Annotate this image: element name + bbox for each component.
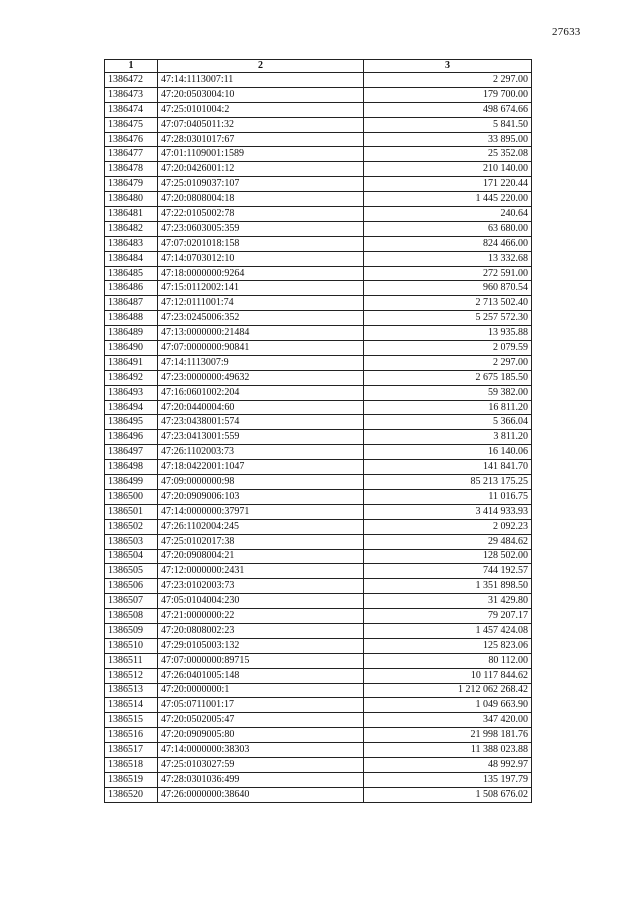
table-row [105,564,532,579]
value-cell: 347 420.00 [364,713,532,728]
cadastral-number-cell: 47:29:0105003:132 [158,638,364,653]
cadastral-number-cell: 47:28:0301036:499 [158,772,364,787]
cadastral-number-cell: 47:20:0503004:10 [158,87,364,102]
value-cell: 5 366.04 [364,415,532,430]
row-number-cell: 1386487 [105,296,158,311]
cadastral-number-cell: 47:09:0000000:98 [158,475,364,490]
table-row [105,653,532,668]
cadastral-number-cell: 47:18:0000000:9264 [158,266,364,281]
row-number-cell: 1386517 [105,743,158,758]
cadastral-number-cell: 47:07:0000000:90841 [158,341,364,356]
row-number-cell: 1386516 [105,728,158,743]
row-number-cell: 1386505 [105,564,158,579]
column-header-2: 2 [158,60,364,73]
table-row [105,281,532,296]
row-number-cell: 1386488 [105,311,158,326]
value-cell: 16 140.06 [364,445,532,460]
value-cell: 1 457 424.08 [364,623,532,638]
row-number-cell: 1386506 [105,579,158,594]
row-number-cell: 1386511 [105,653,158,668]
value-cell: 10 117 844.62 [364,668,532,683]
row-number-cell: 1386518 [105,757,158,772]
table-row [105,668,532,683]
value-cell: 171 220.44 [364,177,532,192]
table-row [105,772,532,787]
row-number-cell: 1386478 [105,162,158,177]
value-cell: 1 049 663.90 [364,698,532,713]
table-row [105,757,532,772]
table-row [105,489,532,504]
cadastral-number-cell: 47:01:1109001:1589 [158,147,364,162]
column-header-3: 3 [364,60,532,73]
table-row [105,355,532,370]
cadastral-number-cell: 47:25:0109037:107 [158,177,364,192]
cadastral-number-cell: 47:23:0603005:359 [158,221,364,236]
cadastral-number-cell: 47:13:0000000:21484 [158,326,364,341]
table-row [105,579,532,594]
table-row [105,549,532,564]
table-row [105,594,532,609]
cadastral-number-cell: 47:14:0000000:38303 [158,743,364,758]
row-number-cell: 1386476 [105,132,158,147]
table-row [105,236,532,251]
value-cell: 48 992.97 [364,757,532,772]
table-row [105,787,532,802]
table-row [105,117,532,132]
value-cell: 3 414 933.93 [364,504,532,519]
value-cell: 5 257 572.30 [364,311,532,326]
row-number-cell: 1386483 [105,236,158,251]
value-cell: 63 680.00 [364,221,532,236]
cadastral-number-cell: 47:20:0426001:12 [158,162,364,177]
table-row [105,638,532,653]
table-row [105,504,532,519]
value-cell: 2 092.23 [364,519,532,534]
value-cell: 13 332.68 [364,251,532,266]
table-row [105,609,532,624]
row-number-cell: 1386497 [105,445,158,460]
cadastral-number-cell: 47:12:0000000:2431 [158,564,364,579]
row-number-cell: 1386496 [105,430,158,445]
table-row [105,430,532,445]
cadastral-number-cell: 47:23:0000000:49632 [158,370,364,385]
row-number-cell: 1386485 [105,266,158,281]
row-number-cell: 1386498 [105,460,158,475]
table-row [105,445,532,460]
value-cell: 128 502.00 [364,549,532,564]
cadastral-number-cell: 47:20:0502005:47 [158,713,364,728]
cadastral-number-cell: 47:23:0102003:73 [158,579,364,594]
cadastral-number-cell: 47:20:0440004:60 [158,400,364,415]
cadastral-number-cell: 47:14:0703012:10 [158,251,364,266]
cadastral-number-cell: 47:28:0301017:67 [158,132,364,147]
value-cell: 21 998 181.76 [364,728,532,743]
value-cell: 2 297.00 [364,355,532,370]
table-row [105,370,532,385]
cadastral-number-cell: 47:26:0000000:38640 [158,787,364,802]
row-number-cell: 1386475 [105,117,158,132]
value-cell: 13 935.88 [364,326,532,341]
table-row [105,221,532,236]
row-number-cell: 1386501 [105,504,158,519]
row-number-cell: 1386519 [105,772,158,787]
value-cell: 59 382.00 [364,385,532,400]
cadastral-number-cell: 47:05:0711001:17 [158,698,364,713]
row-number-cell: 1386510 [105,638,158,653]
cadastral-number-cell: 47:23:0438001:574 [158,415,364,430]
cadastral-number-cell: 47:14:0000000:37971 [158,504,364,519]
table-row [105,207,532,222]
table-row [105,683,532,698]
table-row [105,623,532,638]
cadastral-number-cell: 47:12:0111001:74 [158,296,364,311]
value-cell: 16 811.20 [364,400,532,415]
row-number-cell: 1386515 [105,713,158,728]
row-number-cell: 1386484 [105,251,158,266]
table-row [105,73,532,88]
cadastral-number-cell: 47:14:1113007:11 [158,73,364,88]
value-cell: 744 192.57 [364,564,532,579]
cadastral-number-cell: 47:20:0909005:80 [158,728,364,743]
value-cell: 498 674.66 [364,102,532,117]
value-cell: 29 484.62 [364,534,532,549]
value-cell: 179 700.00 [364,87,532,102]
row-number-cell: 1386492 [105,370,158,385]
row-number-cell: 1386520 [105,787,158,802]
value-cell: 11 388 023.88 [364,743,532,758]
cadastral-number-cell: 47:20:0909006:103 [158,489,364,504]
value-cell: 1 508 676.02 [364,787,532,802]
row-number-cell: 1386480 [105,192,158,207]
row-number-cell: 1386479 [105,177,158,192]
value-cell: 33 895.00 [364,132,532,147]
row-number-cell: 1386494 [105,400,158,415]
value-cell: 1 351 898.50 [364,579,532,594]
row-number-cell: 1386499 [105,475,158,490]
cadastral-number-cell: 47:07:0201018:158 [158,236,364,251]
row-number-cell: 1386473 [105,87,158,102]
row-number-cell: 1386514 [105,698,158,713]
row-number-cell: 1386502 [105,519,158,534]
value-cell: 3 811.20 [364,430,532,445]
table-row [105,415,532,430]
table-row [105,177,532,192]
table-row [105,400,532,415]
table-row [105,87,532,102]
cadastral-number-cell: 47:25:0102017:38 [158,534,364,549]
value-cell: 272 591.00 [364,266,532,281]
value-cell: 31 429.80 [364,594,532,609]
table-row [105,102,532,117]
table-row [105,743,532,758]
row-number-cell: 1386472 [105,73,158,88]
value-cell: 141 841.70 [364,460,532,475]
row-number-cell: 1386489 [105,326,158,341]
row-number-cell: 1386504 [105,549,158,564]
column-header-1: 1 [105,60,158,73]
register-table [104,59,532,803]
table-row [105,311,532,326]
table-row [105,326,532,341]
cadastral-number-cell: 47:20:0000000:1 [158,683,364,698]
value-cell: 1 445 220.00 [364,192,532,207]
row-number-cell: 1386490 [105,341,158,356]
cadastral-number-cell: 47:20:0808002:23 [158,623,364,638]
value-cell: 5 841.50 [364,117,532,132]
cadastral-number-cell: 47:23:0245006:352 [158,311,364,326]
cadastral-number-cell: 47:25:0101004:2 [158,102,364,117]
value-cell: 210 140.00 [364,162,532,177]
value-cell: 960 870.54 [364,281,532,296]
cadastral-number-cell: 47:26:0401005:148 [158,668,364,683]
value-cell: 79 207.17 [364,609,532,624]
cadastral-number-cell: 47:05:0104004:230 [158,594,364,609]
table-row [105,460,532,475]
row-number-cell: 1386508 [105,609,158,624]
row-number-cell: 1386509 [105,623,158,638]
table-row [105,192,532,207]
table-row [105,534,532,549]
row-number-cell: 1386474 [105,102,158,117]
table-row [105,728,532,743]
row-number-cell: 1386503 [105,534,158,549]
value-cell: 135 197.79 [364,772,532,787]
page-number: 27633 [552,26,581,38]
cadastral-number-cell: 47:23:0413001:559 [158,430,364,445]
table-row [105,713,532,728]
cadastral-number-cell: 47:26:1102003:73 [158,445,364,460]
cadastral-number-cell: 47:15:0112002:141 [158,281,364,296]
cadastral-number-cell: 47:20:0908004:21 [158,549,364,564]
table-row [105,162,532,177]
row-number-cell: 1386512 [105,668,158,683]
row-number-cell: 1386500 [105,489,158,504]
value-cell: 11 016.75 [364,489,532,504]
cadastral-number-cell: 47:07:0405011:32 [158,117,364,132]
table-row [105,475,532,490]
row-number-cell: 1386495 [105,415,158,430]
table-row [105,296,532,311]
table-row [105,341,532,356]
row-number-cell: 1386491 [105,355,158,370]
value-cell: 80 112.00 [364,653,532,668]
cadastral-number-cell: 47:20:0808004:18 [158,192,364,207]
cadastral-number-cell: 47:22:0105002:78 [158,207,364,222]
value-cell: 125 823.06 [364,638,532,653]
row-number-cell: 1386482 [105,221,158,236]
table-row [105,519,532,534]
table-row [105,132,532,147]
cadastral-number-cell: 47:16:0601002:204 [158,385,364,400]
table-row [105,698,532,713]
row-number-cell: 1386477 [105,147,158,162]
cadastral-number-cell: 47:21:0000000:22 [158,609,364,624]
header-row [105,60,532,73]
row-number-cell: 1386507 [105,594,158,609]
cadastral-number-cell: 47:18:0422001:1047 [158,460,364,475]
value-cell: 85 213 175.25 [364,475,532,490]
cadastral-number-cell: 47:26:1102004:245 [158,519,364,534]
cadastral-number-cell: 47:25:0103027:59 [158,757,364,772]
table-row [105,147,532,162]
cadastral-number-cell: 47:07:0000000:89715 [158,653,364,668]
value-cell: 240.64 [364,207,532,222]
table-body [105,73,532,803]
value-cell: 824 466.00 [364,236,532,251]
value-cell: 2 713 502.40 [364,296,532,311]
value-cell: 2 297.00 [364,73,532,88]
cadastral-number-cell: 47:14:1113007:9 [158,355,364,370]
value-cell: 25 352.08 [364,147,532,162]
table-row [105,385,532,400]
value-cell: 1 212 062 268.42 [364,683,532,698]
row-number-cell: 1386513 [105,683,158,698]
table-row [105,266,532,281]
value-cell: 2 079.59 [364,341,532,356]
value-cell: 2 675 185.50 [364,370,532,385]
row-number-cell: 1386481 [105,207,158,222]
row-number-cell: 1386493 [105,385,158,400]
row-number-cell: 1386486 [105,281,158,296]
table-row [105,251,532,266]
